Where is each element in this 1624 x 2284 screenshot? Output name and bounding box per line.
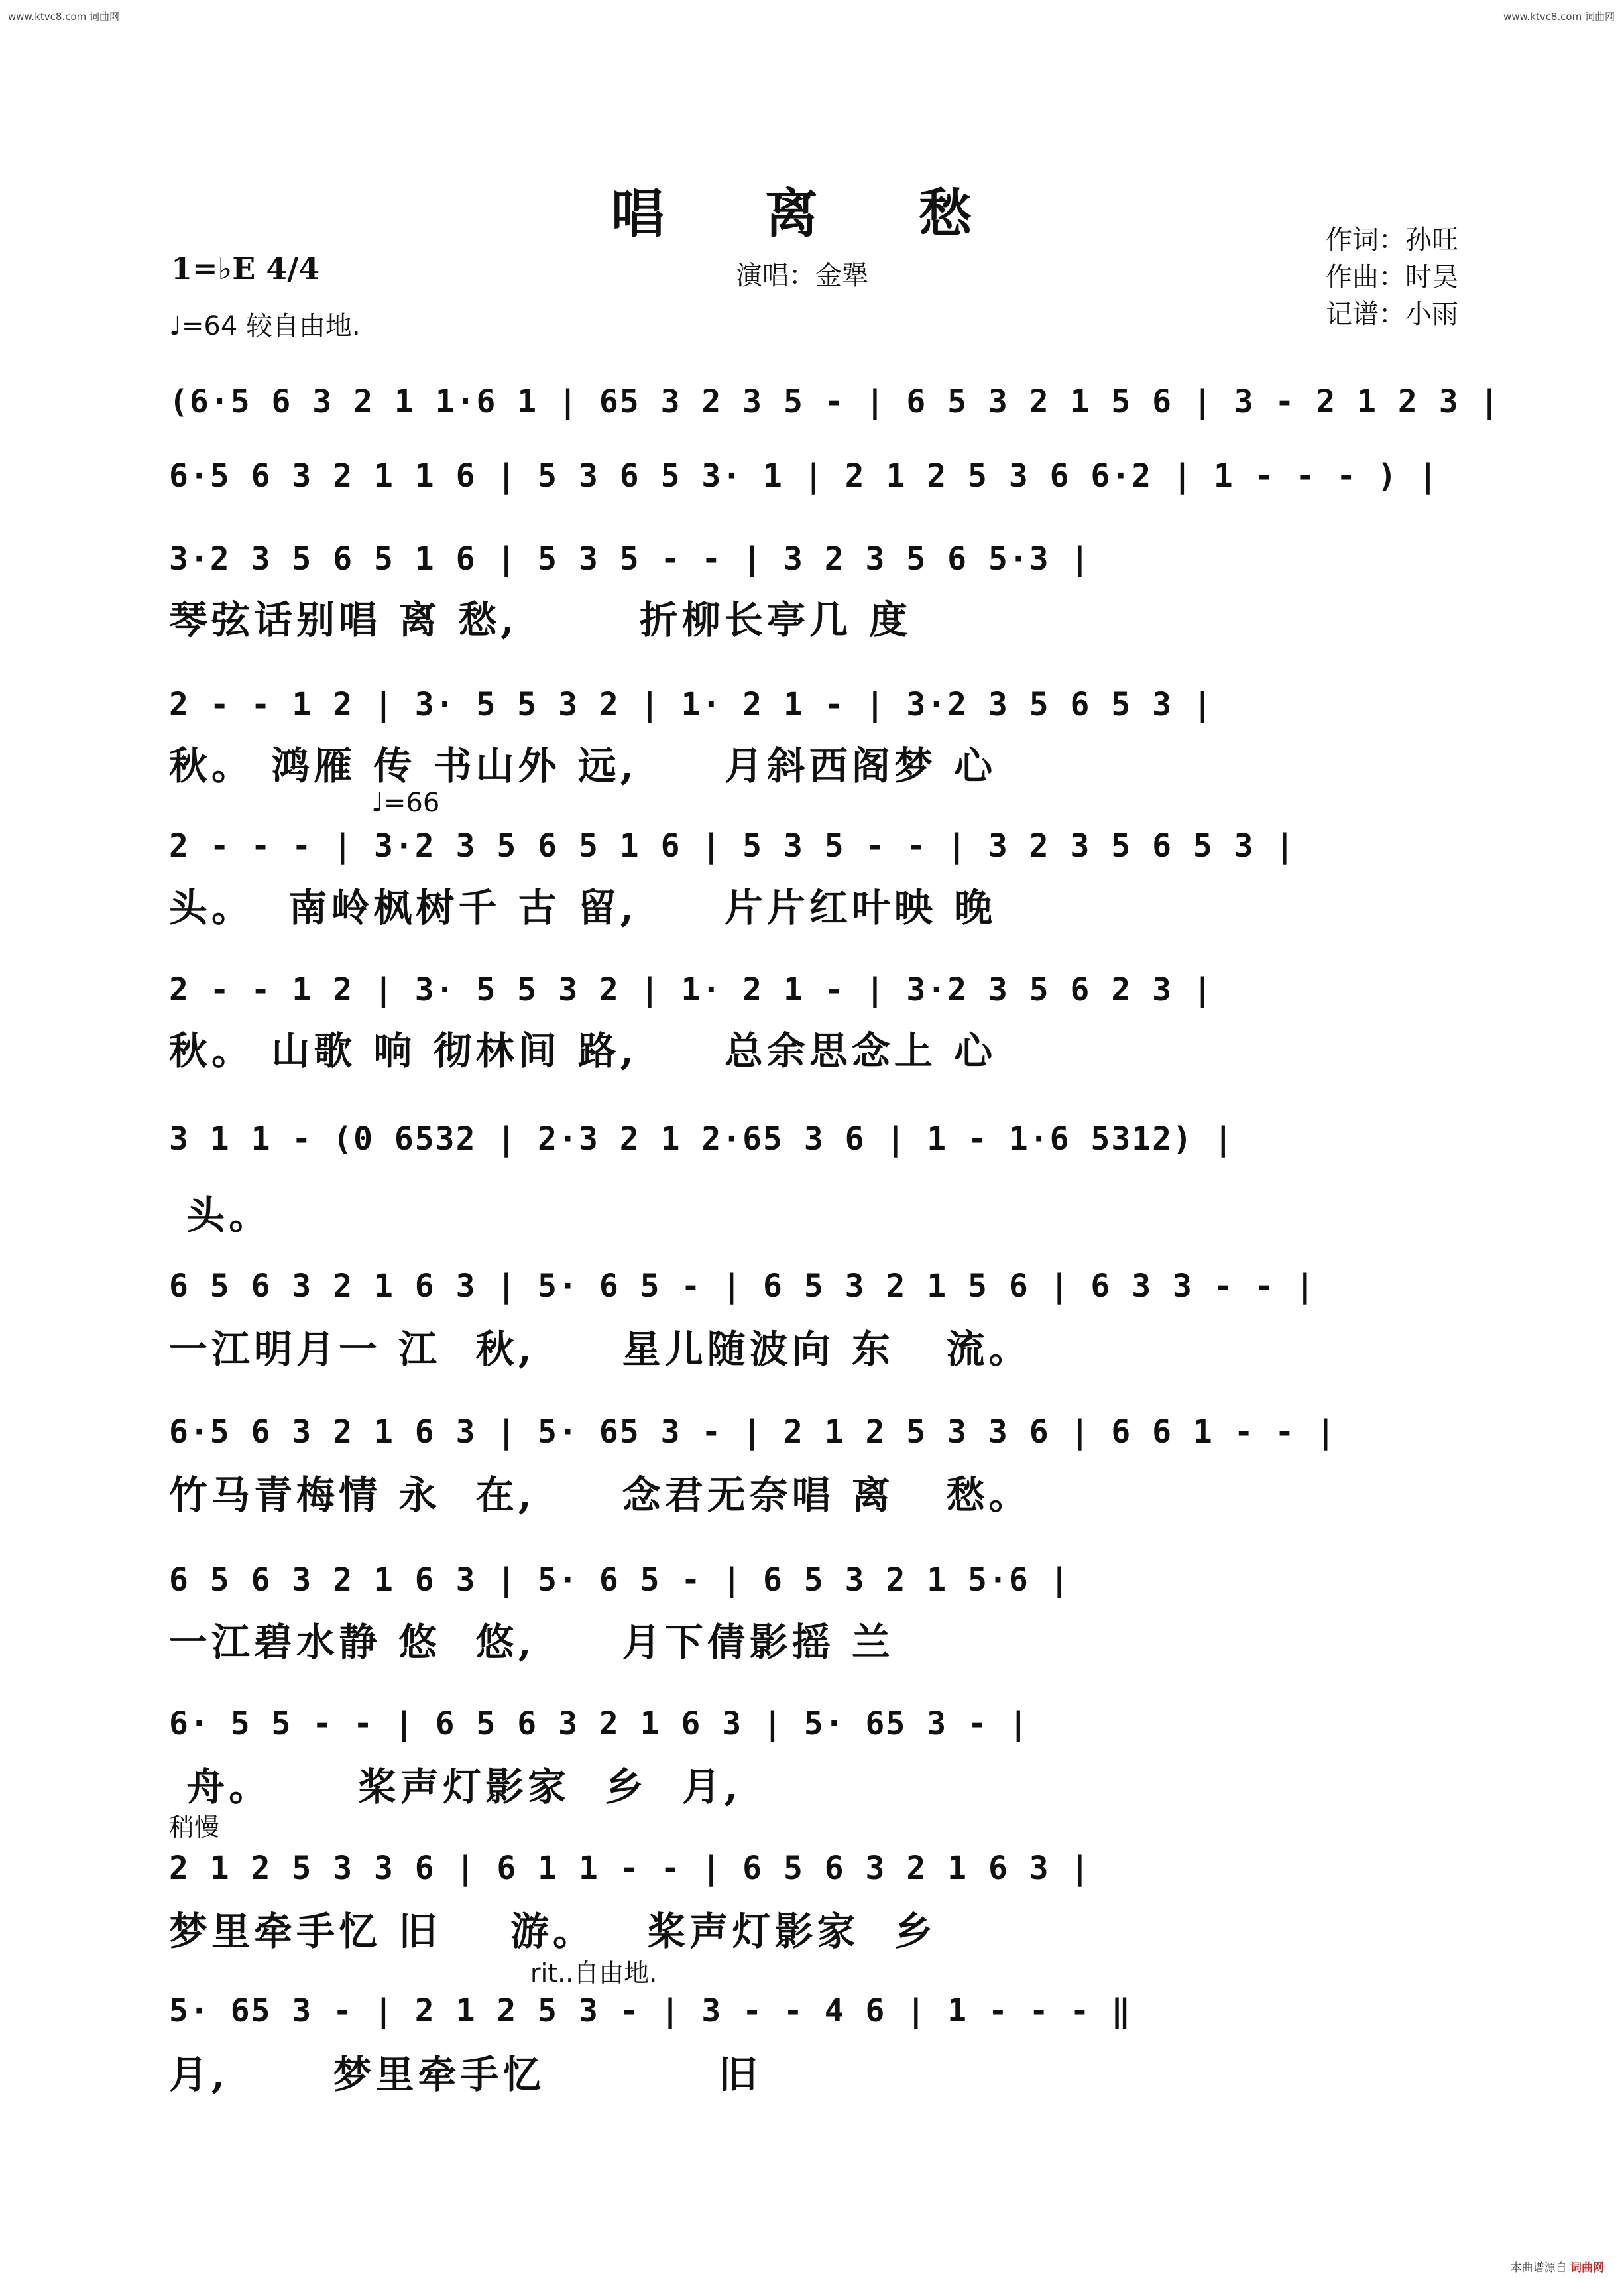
score-line-7-lyrics: 头。: [169, 1193, 272, 1238]
score-line-10-notes: 6 5 6 3 2 1 6 3 | 5· 6 5 - | 6 5 3 2 1 5·6 |: [169, 1561, 1071, 1598]
score-line-5-notes: 2 - - - | 3·2 3 5 6 5 1 6 | 5 3 5 - - | 3 2 3 5 6 5 3 |: [169, 827, 1296, 865]
right-margin-strip: [1597, 40, 1609, 2244]
transcriber-credit: 记谱：小雨: [1326, 299, 1458, 330]
score-line-4-notes: 2 - - 1 2 | 3· 5 5 3 2 | 1· 2 1 - | 3·2 3 5 6 5 3 |: [169, 686, 1214, 723]
score-line-11-lyrics: 舟。 桨声灯影家 乡 月,: [169, 1764, 742, 1809]
song-title: 唱 离 愁: [611, 182, 1013, 245]
score-line-6-notes: 2 - - 1 2 | 3· 5 5 3 2 | 1· 2 1 - | 3·2 3 5 6 2 3 |: [169, 971, 1214, 1008]
score-line-9-lyrics: 竹马青梅情 永 在, 念君无奈唱 离 愁。: [169, 1473, 1031, 1518]
header-right: www.ktvc8.com 词曲网: [1503, 11, 1615, 23]
composer-credit: 作曲：时昊: [1326, 262, 1458, 292]
lyricist-credit: 作词：孙旺: [1326, 225, 1458, 255]
footer-credit: [1511, 2258, 1604, 2275]
singer-credit: 演唱：金犟: [736, 261, 868, 291]
footer-brand[interactable]: 词曲网: [1570, 2261, 1604, 2275]
score-line-13-lyrics: 月, 梦里牵手忆 旧: [169, 2052, 762, 2097]
header-left: www.ktvc8.com 词曲网: [8, 11, 120, 23]
score-line-8-notes: 6 5 6 3 2 1 6 3 | 5· 6 5 - | 6 5 3 2 1 5 6 | 6 3 3 - - |: [169, 1268, 1316, 1305]
score-line-13-notes: 5· 65 3 - | 2 1 2 5 3 - | 3 - - 4 6 | 1 - - - ‖: [169, 1992, 1132, 2029]
score-line-3-notes: 3·2 3 5 6 5 1 6 | 5 3 5 - - | 3 2 3 5 6 5·3 |: [169, 540, 1091, 577]
score-line-8-lyrics: 一江明月一 江 秋, 星儿随波向 东 流。: [169, 1327, 1031, 1372]
score-line-7-notes: 3 1 1 - (0 6532 | 2·3 2 1 2·65 3 6 | 1 - 1·6 5312) |: [169, 1120, 1234, 1158]
score-line-9-notes: 6·5 6 3 2 1 6 3 | 5· 65 3 - | 2 1 2 5 3 3 6 | 6 6 1 - - |: [169, 1413, 1337, 1451]
score-line-6-lyrics: 秋。 山歌 响 彻林间 路, 总余思念上 心: [169, 1028, 997, 1073]
score-line-4-lyrics: 秋。 鸿雁 传 书山外 远, 月斜西阁梦 心: [169, 743, 997, 788]
key-signature: 1=♭E 4/4: [171, 251, 320, 286]
rit-marking: rit..自由地.: [530, 1958, 658, 1988]
score-line-2-notes: 6·5 6 3 2 1 1 6 | 5 3 6 5 3· 1 | 2 1 2 5 3 6 6·2 | 1 - - - ) |: [169, 457, 1439, 495]
score-line-12-lyrics: 梦里牵手忆 旧 游。 桨声灯影家 乡: [169, 1909, 937, 1954]
tempo-change: ♩=66: [371, 788, 440, 818]
score-line-12-notes: 2 1 2 5 3 3 6 | 6 1 1 - - | 6 5 6 3 2 1 6 3 |: [169, 1850, 1091, 1887]
tempo-marking: ♩=64 较自由地.: [169, 311, 361, 341]
score-line-10-lyrics: 一江碧水静 悠 悠, 月下倩影摇 兰: [169, 1620, 894, 1665]
score-line-5-lyrics: 头。 南岭枫树千 古 留, 片片红叶映 晚: [169, 885, 997, 930]
score-line-11-notes: 6· 5 5 - - | 6 5 6 3 2 1 6 3 | 5· 65 3 - |: [169, 1705, 1029, 1742]
score-line-1-notes: (6·5 6 3 2 1 1·6 1 | 65 3 2 3 5 - | 6 5 3 2 1 5 6 | 3 - 2 1 2 3 |: [169, 383, 1501, 420]
slower-marking: 稍慢: [169, 1813, 220, 1842]
left-margin-strip: [15, 40, 27, 2244]
score-line-3-lyrics: 琴弦话别唱 离 愁, 折柳长亭几 度: [169, 597, 912, 642]
footer-text: 本曲谱源自: [1510, 2261, 1567, 2275]
